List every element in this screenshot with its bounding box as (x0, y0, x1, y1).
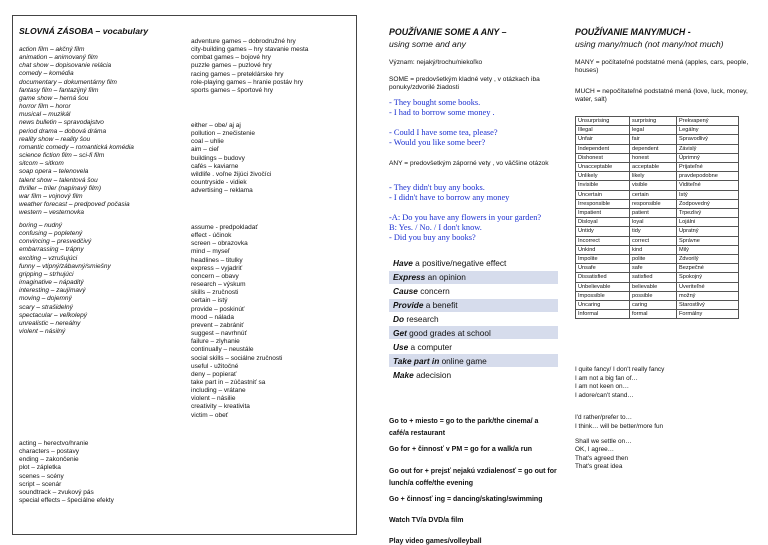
translation: Prijateľné (677, 163, 739, 172)
adjective-row (576, 209, 739, 218)
go-rule-6: Play video games/volleyball (389, 538, 482, 545)
collocation-rest: adecision (413, 369, 452, 380)
adjective-item: violent – násilný (19, 328, 66, 336)
collocation-row (389, 298, 558, 312)
translation: Správne (677, 236, 739, 245)
adjective-row (576, 236, 739, 245)
translation: Milý (677, 245, 739, 254)
some-example: - I had to borrow some money . (389, 108, 495, 117)
negative-adjective: Untidy (576, 227, 630, 236)
positive-adjective: fair (630, 135, 677, 144)
adjective-item: convincing – presvedčivý (19, 238, 92, 246)
vocab-item: take part in – zúčastniť sa (191, 378, 266, 386)
positive-adjective: safe (630, 264, 677, 273)
vocab-item: aim – cieľ (191, 146, 219, 154)
some-any-title: POUŽÍVANIE SOME A ANY – (389, 27, 507, 37)
collocation-rest: a positive/negative effect (412, 258, 507, 269)
negative-adjective: Independent (576, 144, 630, 153)
positive-adjective: correct (630, 236, 677, 245)
vocab-item: effect - účinok (191, 232, 232, 240)
collocation-cell (389, 326, 558, 340)
genre-item: war film – vojnový film (19, 192, 83, 200)
film-word-item: ending – zakončenie (19, 456, 79, 464)
expression-item: That's agreed then (575, 454, 629, 462)
expressions-list (575, 366, 664, 472)
collocation-row (389, 326, 558, 340)
genre-item: reality show – reality šou (19, 135, 91, 143)
adjective-row (576, 218, 739, 227)
film-word-item: plot – zápletka (19, 464, 61, 472)
vocab-item: mind – myseľ (191, 248, 230, 256)
genre-item: talent show – talentová šou (19, 176, 98, 184)
genre-item: western – vesternovka (19, 209, 85, 217)
vocab-item: concern – obavy (191, 272, 239, 280)
game-item: puzzle games – puzlové hry (191, 62, 272, 70)
negative-adjective: Dishonest (576, 153, 630, 162)
adjective-item: interesting – zaujímavý (19, 287, 86, 295)
expression-item: I quite fancy/ I don't really fancy (575, 366, 665, 373)
translation: Spravodlivý (677, 135, 739, 144)
translation: Závislý (677, 144, 739, 153)
genre-item: sitcom – sitkom (19, 160, 64, 168)
collocation-verb: Do (393, 314, 405, 324)
translation: Bezpečné (677, 264, 739, 273)
vocab-item: deny – popierať (191, 370, 237, 378)
positive-adjective: satisfied (630, 273, 677, 282)
collocation-verb: Have (393, 258, 413, 269)
translation: Starostlivý (677, 301, 739, 310)
film-words-list (19, 440, 114, 505)
collocation-cell (389, 368, 558, 381)
environment-list (191, 122, 271, 195)
translation: Zdvorilý (677, 255, 739, 264)
some-any-subtitle: using some and any (389, 39, 466, 49)
vocab-item: including – vrátane (191, 387, 246, 395)
positive-adjective: possible (630, 291, 677, 300)
negative-adjective: Uncertain (576, 190, 630, 199)
adjective-item: moving – dojemný (19, 295, 72, 303)
positive-adjective: acceptable (630, 163, 677, 172)
genre-item: horror film – horor (19, 103, 71, 111)
some-examples (389, 98, 564, 148)
genre-item: period drama – dobová dráma (19, 127, 107, 135)
collocation-cell (389, 312, 558, 326)
adjective-row (576, 291, 739, 300)
positive-adjective: surprising (630, 117, 677, 126)
vocab-item: prevent – zabrániť (191, 321, 244, 329)
vocab-item: provide – poskinúť (191, 305, 245, 313)
adjective-item: spectacular – veľkolepý (19, 311, 87, 319)
expression-item: I am not keen on… (575, 383, 629, 391)
adjective-item: gripping – strhujúci (19, 270, 74, 278)
translation: Upratný (677, 227, 739, 236)
translation: Legálny (677, 126, 739, 135)
adjective-row (576, 199, 739, 208)
negative-adjective: Disloyal (576, 218, 630, 227)
vocab-item: either – obe/ aj aj (191, 122, 241, 129)
adjective-item: boring – nudný (19, 222, 63, 229)
film-word-item: acting – herectvo/hranie (19, 440, 89, 447)
positive-adjective: polite (630, 255, 677, 264)
collocations-table (389, 256, 558, 381)
genre-item: science fiction film – sci-fi film (19, 152, 105, 160)
game-item: racing games – preteklárske hry (191, 70, 284, 78)
expression-item: Shall we settle on… (575, 437, 632, 445)
expression-item: I'd rather/prefer to… (575, 414, 632, 422)
expression-item: OK, I agree… (575, 446, 615, 454)
adjective-item: confusing – popletený (19, 230, 83, 238)
vocab-item: useful - užitočné (191, 362, 239, 370)
vocab-item: coal – uhlie (191, 138, 224, 146)
game-item: adventure games – dobrodružné hry (191, 38, 296, 45)
film-word-item: scenes – scény (19, 472, 64, 480)
game-item: city-building games – hry stavanie mesta (191, 46, 309, 54)
negative-adjective: Incorrect (576, 236, 630, 245)
positive-adjective: patient (630, 209, 677, 218)
translation: Význam: nejaký/trochu/niekoľko (389, 59, 483, 66)
adjective-item: exciting – vzrušujúci (19, 254, 78, 262)
go-rule-2: Go for + činnosť v PM = go for a walk/a run (389, 446, 532, 453)
negative-adjective: Unacceptable (576, 163, 630, 172)
games-list (191, 38, 308, 95)
any-examples (389, 183, 564, 243)
positive-adjective: formal (630, 310, 677, 319)
adjective-item: unrealistic – nereálny (19, 319, 81, 327)
vocab-item: pollution – znečistenie (191, 130, 255, 138)
vocab-item: express – vyjadriť (191, 264, 243, 272)
vocab-item: certain – istý (191, 297, 228, 305)
any-example: -A: Do you have any flowers in your garden? (389, 213, 542, 222)
adjectives-table (575, 116, 739, 319)
genre-item: fantasy film – fantazijný film (19, 86, 99, 94)
vocab-item: research – výskum (191, 281, 246, 289)
negative-adjective: Impolite (576, 255, 630, 264)
adjective-row (576, 144, 739, 153)
game-item: role-playing games – hranie postáv hry (191, 78, 304, 86)
collocation-row (389, 257, 558, 271)
vocab-item: cafés – kaviarne (191, 162, 239, 170)
collocation-verb: Cause (393, 286, 418, 297)
go-rule-4: Go + činnosť ing = dancing/skating/swimming (389, 496, 543, 503)
any-example: B: Yes. / No. / I don't know. (389, 223, 482, 232)
adjective-row (576, 264, 739, 273)
positive-adjective: certain (630, 190, 677, 199)
genre-item: soap opera – telenovela (19, 168, 89, 176)
genre-item: musical – muzikál (19, 111, 71, 119)
adjective-row (576, 301, 739, 310)
collocation-verb: Provide (393, 300, 424, 311)
some-rule: SOME = predovšetkým kladné vety , v otázkach iba ponuky/zdvorilé žiadosti (389, 76, 540, 92)
translation: Formálny (677, 310, 739, 319)
positive-adjective: legal (630, 126, 677, 135)
adjective-row (576, 135, 739, 144)
adjective-row (576, 190, 739, 199)
adjective-item: imaginative – nápaditý (19, 279, 84, 287)
translation: Lojálni (677, 218, 739, 227)
negative-adjective: Invisible (576, 181, 630, 190)
genre-item: game show – herná šou (19, 94, 89, 102)
negative-adjective: Dissatisfied (576, 273, 630, 282)
adjective-item: embarrassing – trápny (19, 246, 84, 254)
adjectives-list (19, 222, 111, 336)
translation: Trpezlivý (677, 209, 739, 218)
positive-adjective: visible (630, 181, 677, 190)
collocation-verb: Take part in (393, 355, 440, 366)
collocation-verb: Use (393, 341, 409, 352)
genres-list (19, 46, 134, 217)
vocab-item: advertising – reklama (191, 187, 253, 195)
collocation-cell (389, 270, 558, 284)
translation: Istý (677, 190, 739, 199)
genre-item: thriller – triler (napínavý film) (19, 184, 101, 192)
negative-adjective: Informal (576, 310, 630, 319)
collocation-cell (389, 284, 558, 298)
negative-adjective: Unsafe (576, 264, 630, 273)
translation: Uveriteľné (677, 282, 739, 291)
collocation-row (389, 270, 558, 284)
genre-item: weather forecast – predpoveď počasia (19, 200, 130, 208)
go-rule-3: Go out for + prejsť nejakú vzdialenosť = go out for lunch/a coffe/the evening (389, 468, 557, 487)
expression-item: I adore/can't stand… (575, 391, 634, 399)
vocabulary-title: SLOVNÁ ZÁSOBA – vocabulary (19, 26, 149, 36)
collocation-verb: Get (393, 327, 407, 338)
film-word-item: script – scenár (19, 480, 62, 488)
vocab-item: countryside - vidiek (191, 179, 247, 187)
some-example: - Would you like some beer? (389, 138, 486, 147)
adjective-row (576, 273, 739, 282)
vocab-item: screen – obrazovka (191, 240, 248, 248)
negative-adjective: Illegal (576, 126, 630, 135)
negative-adjective: Impossible (576, 291, 630, 300)
collocation-cell (389, 340, 558, 354)
many-much-subtitle: using many/much (not many/not much) (575, 39, 724, 49)
collocation-row (389, 284, 558, 298)
vocab-item: violent – násilie (191, 395, 236, 403)
expression-item: I think… will be better/more fun (575, 422, 664, 430)
translation: možný (677, 291, 739, 300)
vocab-item: wildlife . voľne žijúci živočíci (191, 170, 272, 178)
vocab-item: suggest – navrhnúť (191, 330, 247, 338)
positive-adjective: loyal (630, 218, 677, 227)
film-word-item: characters – postavy (19, 448, 79, 456)
translation: Prekvapený (677, 117, 739, 126)
any-example: - I didn't have to borrow any money (389, 193, 510, 202)
translation: Viditeľné (677, 181, 739, 190)
positive-adjective: responsible (630, 199, 677, 208)
translation: Zodpovedný (677, 199, 739, 208)
any-example: - Did you buy any books? (389, 233, 476, 242)
positive-adjective: kind (630, 245, 677, 254)
any-rule: ANY = predovšetkým záporné vety , vo väčšine otázok (389, 160, 549, 167)
game-item: sports games – športové hry (191, 86, 274, 94)
vocab-item: creativity – kreativita (191, 403, 250, 411)
vocab-item: failure – zlyhanie (191, 338, 240, 346)
expression-item: That's great idea (575, 463, 623, 471)
collocation-verb: Make (393, 369, 414, 380)
genre-item: news bulletin – spravodajstvo (19, 119, 104, 127)
translation: Úprimný (677, 153, 739, 162)
adjective-item: scary – strašidelný (19, 303, 73, 311)
negative-adjective: Unfair (576, 135, 630, 144)
any-example: - They didn't buy any books. (389, 183, 485, 192)
negative-adjective: Unlikely (576, 172, 630, 181)
positive-adjective: dependent (630, 144, 677, 153)
collocation-row (389, 368, 558, 381)
collocation-row (389, 340, 558, 354)
collocation-rest: online game (439, 355, 487, 366)
negative-adjective: Unsurprising (576, 117, 630, 126)
vocab-item: headlines – titulky (191, 256, 243, 264)
negative-adjective: Unbelievable (576, 282, 630, 291)
vocab-item: assume - predpokladať (191, 224, 258, 231)
some-example: - Could I have some tea, please? (389, 128, 498, 137)
adjective-row (576, 282, 739, 291)
collocation-verb: Express (393, 272, 426, 283)
genre-item: comedy – komédia (19, 70, 74, 78)
much-rule: MUCH = nepočítateľné podstatné mená (love, luck, money, water, salt) (575, 88, 748, 104)
genre-item: romantic comedy – romantická komédia (19, 143, 134, 151)
vocab-item: continually – neustále (191, 346, 254, 354)
collocation-row (389, 354, 558, 368)
collocation-rest: research (404, 314, 439, 324)
adjective-row (576, 310, 739, 319)
collocation-row (389, 312, 558, 326)
genre-item: chat show – dopisovanie relácia (19, 62, 112, 70)
collocation-cell (389, 298, 558, 312)
collocation-cell (389, 257, 558, 271)
adjective-item: funny – vtipný/zábavný/smiešny (19, 262, 111, 270)
many-rule: MANY = počítateľné podstatné mená (apples, cars, people, houses) (575, 59, 749, 75)
positive-adjective: likely (630, 172, 677, 181)
adjective-row (576, 117, 739, 126)
go-rule-1: Go to + miesto = go to the park/the cinema/ a café/a restaurant (389, 418, 539, 437)
expression-item: I am not a big fan of… (575, 374, 638, 382)
vocab-item: buildings – budovy (191, 154, 245, 162)
adjective-row (576, 255, 739, 264)
positive-adjective: honest (630, 153, 677, 162)
positive-adjective: tidy (630, 227, 677, 236)
vocab-item: social skills – sociálne zručnosti (191, 354, 283, 362)
collocation-rest: good grades at school (406, 327, 491, 338)
verbs-list (191, 224, 282, 420)
positive-adjective: caring (630, 301, 677, 310)
adjective-row (576, 163, 739, 172)
negative-adjective: Impatient (576, 209, 630, 218)
negative-adjective: Unkind (576, 245, 630, 254)
film-word-item: special effects – špeciálne efekty (19, 497, 114, 505)
translation: pravdepodobne (677, 172, 739, 181)
genre-item: animation – animovaný film (19, 54, 98, 62)
collocation-rest: an opinion (425, 272, 466, 283)
many-much-title: POUŽÍVANIE MANY/MUCH - (575, 27, 691, 37)
adjective-row (576, 153, 739, 162)
negative-adjective: Irresponsible (576, 199, 630, 208)
collocation-rest: a computer (408, 341, 453, 352)
negative-adjective: Uncaring (576, 301, 630, 310)
some-example: - They bought some books. (389, 98, 481, 107)
vocab-item: skills – zručnosti (191, 289, 239, 297)
go-rule-5: Watch TV/a DVD/a film (389, 517, 464, 524)
collocation-rest: a benefit (423, 300, 458, 311)
collocation-cell (389, 354, 558, 368)
genre-item: documentary – dokumentárny film (19, 78, 117, 86)
positive-adjective: believable (630, 282, 677, 291)
adjective-row (576, 245, 739, 254)
translation: Spokojný (677, 273, 739, 282)
vocab-item: mood – nálada (191, 313, 235, 321)
vocab-item: victim – obeť (191, 411, 229, 419)
adjective-row (576, 126, 739, 135)
adjective-row (576, 181, 739, 190)
game-item: combat games – bojové hry (191, 54, 271, 62)
adjective-row (576, 172, 739, 181)
adjective-row (576, 227, 739, 236)
genre-item: action film – akčný film (19, 46, 85, 53)
film-word-item: soundtrack – zvukový pás (19, 488, 94, 496)
collocation-rest: concern (417, 286, 450, 297)
